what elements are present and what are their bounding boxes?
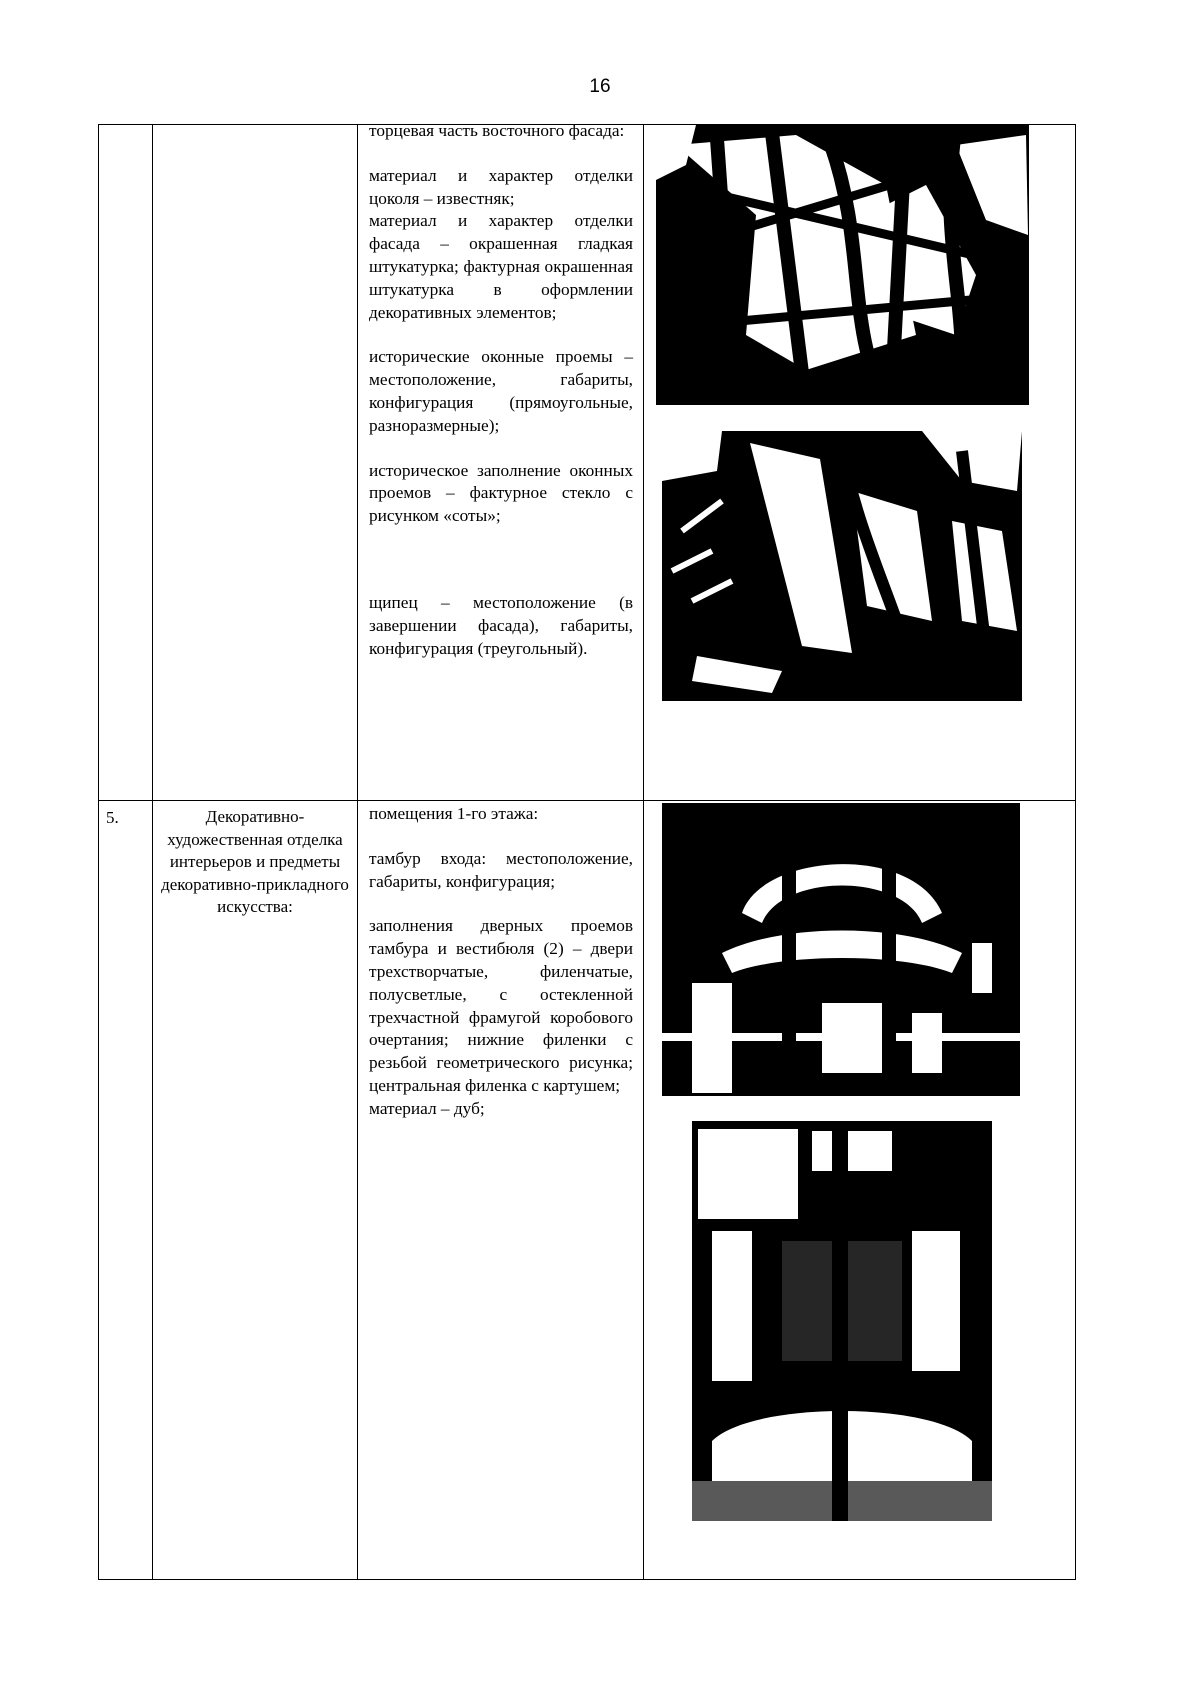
description-paragraph: материал – дуб;: [369, 1098, 485, 1118]
description-paragraph: тамбур входа: местоположение, габариты, конфигурация;: [369, 848, 633, 891]
row-number-cell: 5.: [99, 801, 153, 1580]
vestibule-photo: [662, 803, 1020, 1096]
monument-subject-table: [98, 121, 1076, 1580]
description-paragraph: щипец – местоположение (в завершении фасада), габариты, конфигурация (треугольный).: [369, 592, 633, 658]
description-paragraph: исторические оконные проемы – местоположение, габариты, конфигурация (прямоугольные, разноразмерные);: [369, 347, 633, 435]
description-paragraph: материал и характер отделки фасада – окрашенная гладкая штукатурка; фактурная окрашенная штукатурка в оформлении декоративных элементов;: [369, 211, 633, 322]
description-paragraph: заполнения дверных проемов тамбура и вестибюля (2) – двери трехстворчатые, филенчатые, полусветлые, с остекленной трехчастной фрамугой коробового очертания; нижние филенки с резьбой геометрического рисунка; центральная филенка с картушем;: [369, 916, 633, 1095]
entrance-door-photo: [692, 1121, 992, 1521]
row-photo-cell: [644, 801, 1076, 1580]
description-paragraph: торцевая часть восточного фасада:: [369, 121, 625, 140]
table-row: [99, 125, 1076, 801]
table-row: [99, 801, 1076, 1580]
window-photo: [662, 431, 1022, 701]
facade-photo: [656, 125, 1029, 405]
row-number-cell: [99, 125, 153, 801]
description-paragraph: помещения 1-го этажа:: [369, 804, 539, 823]
description-paragraph: историческое заполнение оконных проемов – фактурное стекло с рисунком «соты»;: [369, 460, 633, 526]
row-description-cell: [358, 801, 644, 1580]
row-photo-cell: [644, 125, 1076, 801]
page-number: 16: [589, 76, 611, 97]
description-paragraph: материал и характер отделки цоколя – известняк;: [369, 165, 633, 208]
row-subject-cell: Декоративно-художественная отделка интерьеров и предметы декоративно-прикладного искусства:: [153, 801, 358, 1580]
row-description-cell: [358, 121, 644, 801]
row-subject-cell: [153, 125, 358, 801]
